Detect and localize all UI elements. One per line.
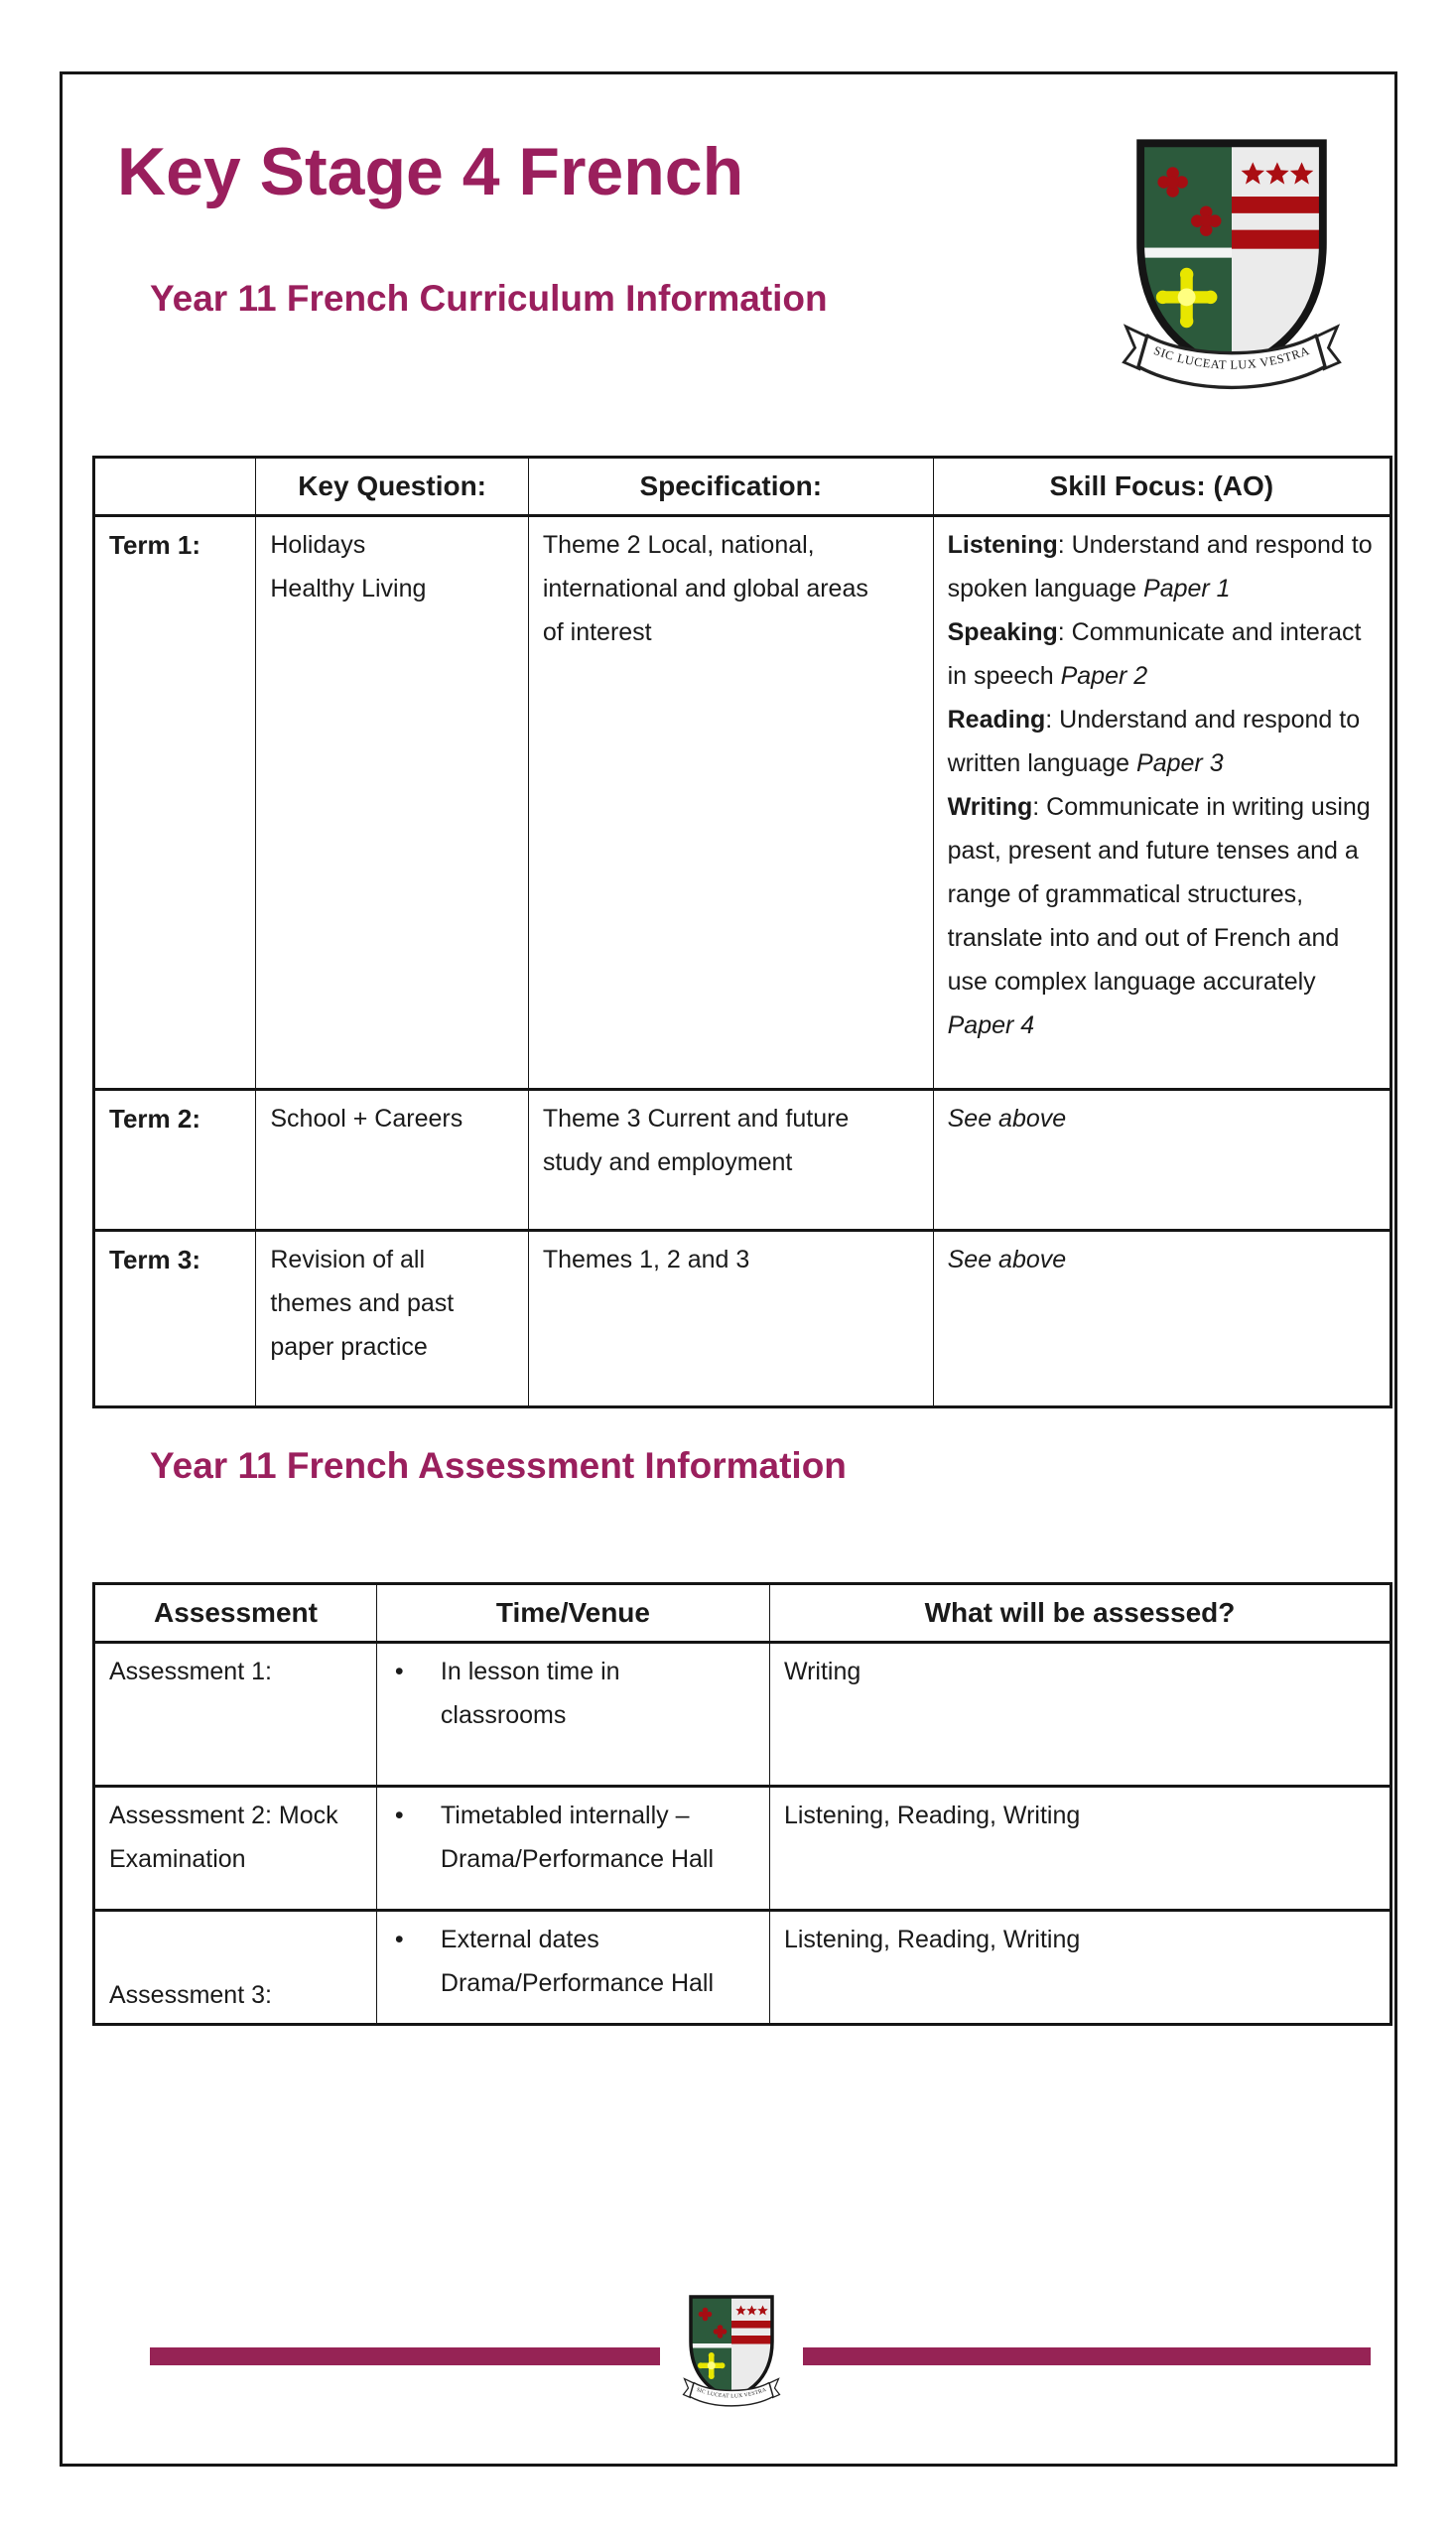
bullet-icon: • (394, 1802, 404, 1829)
key-question-cell: Holidays Healthy Living (256, 516, 528, 1090)
table-row-assessment-1 (94, 1643, 1391, 1787)
assessment-section-heading: Year 11 French Assessment Information (150, 1445, 847, 1486)
skill-focus-cell: See above (933, 1231, 1390, 1407)
assessment-header-assessment: Assessment (94, 1584, 377, 1643)
time-venue-text: In lesson time in classrooms (440, 1658, 620, 1729)
page-title: Key Stage 4 French (117, 134, 744, 209)
curriculum-header-specification: Specification: (528, 458, 933, 516)
assessment-header-time-venue: Time/Venue (376, 1584, 769, 1643)
list-item (391, 1794, 755, 1881)
term-label: Term 3: (94, 1231, 256, 1407)
school-crest-header (1121, 132, 1343, 390)
curriculum-table (92, 456, 1392, 1408)
assessment-label: Assessment 1: (109, 1658, 272, 1685)
list-item (391, 1918, 755, 2005)
assessment-label: Assessment 3: (109, 1981, 272, 2009)
assessed-cell: Listening, Reading, Writing (769, 1787, 1390, 1911)
term-label: Term 1: (94, 516, 256, 1090)
school-crest-footer (682, 2292, 781, 2407)
assessment-header-assessed: What will be assessed? (769, 1584, 1390, 1643)
skill-focus-cell: See above (933, 1090, 1390, 1231)
curriculum-header-row (94, 458, 1391, 516)
time-venue-text: External dates Drama/Performance Hall (440, 1926, 715, 1997)
bullet-icon: • (394, 1926, 404, 1953)
bullet-icon: • (394, 1658, 404, 1685)
specification-cell: Theme 3 Current and future study and employment (528, 1090, 933, 1231)
table-row-term-2 (94, 1090, 1391, 1231)
time-venue-text: Timetabled internally – Drama/Performance Hall (440, 1802, 715, 1873)
page-border (60, 71, 1397, 2467)
list-item (391, 1650, 755, 1737)
table-row-term-3 (94, 1231, 1391, 1407)
footer-crest-box (660, 2292, 803, 2423)
curriculum-header-skill-focus: Skill Focus: (AO) (933, 458, 1390, 516)
table-row-assessment-2 (94, 1787, 1391, 1911)
curriculum-header-empty (94, 458, 256, 516)
specification-cell: Theme 2 Local, national, international and global areas of interest (528, 516, 933, 1090)
table-row-term-1 (94, 516, 1391, 1090)
assessment-table (92, 1582, 1392, 2026)
key-question-cell: School + Careers (256, 1090, 528, 1231)
curriculum-header-key-question: Key Question: (256, 458, 528, 516)
table-row-assessment-3 (94, 1911, 1391, 2025)
assessed-cell: Writing (769, 1643, 1390, 1787)
skill-focus-cell: Listening: Understand and respond to spoken language Paper 1 Speaking: Communicate and interact in speech Paper 2 Reading: Understand and respond to written language Paper 3 Writing: Communicate in writing using past, present and future tenses and a range of grammatical structures, translate into and out of French and use complex language accurately Paper 4 (933, 516, 1390, 1090)
assessment-label: Assessment 2: Mock Examination (109, 1802, 338, 1873)
assessment-header-row (94, 1584, 1391, 1643)
term-label: Term 2: (94, 1090, 256, 1231)
specification-cell: Themes 1, 2 and 3 (528, 1231, 933, 1407)
page-subtitle: Year 11 French Curriculum Information (150, 278, 828, 319)
key-question-cell: Revision of all themes and past paper practice (256, 1231, 528, 1407)
assessed-cell: Listening, Reading, Writing (769, 1911, 1390, 2025)
